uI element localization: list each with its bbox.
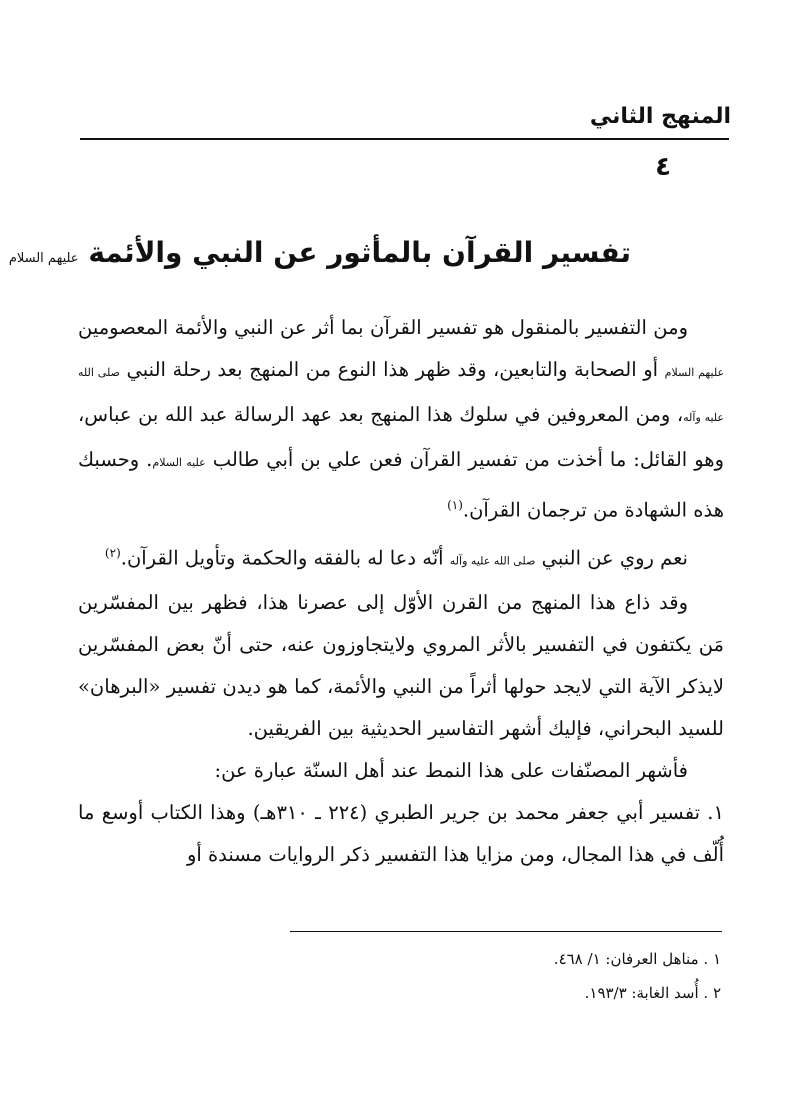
paragraph xyxy=(78,307,724,532)
footnote-item: ٢ . أُسد الغابة: ١٩٣/٣. xyxy=(584,984,721,1002)
honorific-symbol: عليهم السلام xyxy=(664,366,725,379)
honorific-symbol: صلى الله عليه وآله xyxy=(449,554,536,567)
paragraph-text: أنّه دعا له بالفقه والحكمة وتأويل القرآن. xyxy=(120,546,444,569)
paragraph-text: نعم روي عن النبي xyxy=(541,546,688,569)
honorific-symbol: عليهم السلام xyxy=(8,251,79,266)
honorific-symbol: عليه السلام xyxy=(152,456,206,469)
honorific-symbol: صلى الله عليه وآله xyxy=(78,366,724,424)
list-item: ١. تفسير أبي جعفر محمد بن جرير الطبري (٢٢٤ ـ ٣١٠هـ) وهذا الكتاب أوسع ما أُلّف في هذا المجال، ومن مزايا هذا التفسير ذكر الروايات مسندة أو xyxy=(78,801,724,866)
chapter-title-text: تفسير القرآن بالمأثور عن النبي والأئمة xyxy=(88,236,631,269)
header-divider xyxy=(80,138,729,140)
paragraph-text: ومن التفسير بالمنقول هو تفسير القرآن بما أثر عن النبي والأئمة المعصومين xyxy=(78,316,688,339)
footnote-divider xyxy=(290,931,722,932)
paragraph-text: ، ومن المعروفين في سلوك هذا المنهج بعد عهد الرسالة عبد الله بن عباس، وهو القائل: ما أخذت من تفسير القرآن فعن علي بن أبي طالب xyxy=(78,403,724,471)
footnotes xyxy=(554,942,721,1010)
paragraph-text: . وحسبك هذه الشهادة من ترجمان القرآن. xyxy=(78,448,724,522)
footnote-item: ١ . مناهل العرفان: ١/ ٤٦٨. xyxy=(553,950,721,968)
paragraph xyxy=(78,532,724,583)
body-text xyxy=(78,307,724,876)
paragraph: وقد ذاع هذا المنهج من القرن الأوّل إلى عصرنا هذا، فظهر بين المفسّرين مَن يكتفون في التفسير بالأثر المروي ولايتجاوزون عنه، حتى أنّ بعض المفسّرين لايذكر الآية التي لايجد حولها أثراً من النبي والأئمة، كما هو ديدن تفسير «البرهان» للسيد البحراني، فإليك أشهر التفاسير الحديثية بين الفريقين. xyxy=(78,591,724,740)
section-title: المنهج الثاني xyxy=(589,104,731,129)
paragraph-text: أو الصحابة والتابعين، وقد ظهر هذا النوع من المنهج بعد رحلة النبي xyxy=(126,358,659,381)
chapter-title xyxy=(9,236,631,269)
chapter-number: ٤ xyxy=(655,152,671,182)
paragraph: فأشهر المصنّفات على هذا النمط عند أهل السنّة عبارة عن: xyxy=(214,759,688,782)
footnote-ref[interactable]: (١) xyxy=(447,498,463,512)
footnote-ref[interactable]: (٢) xyxy=(104,545,121,560)
